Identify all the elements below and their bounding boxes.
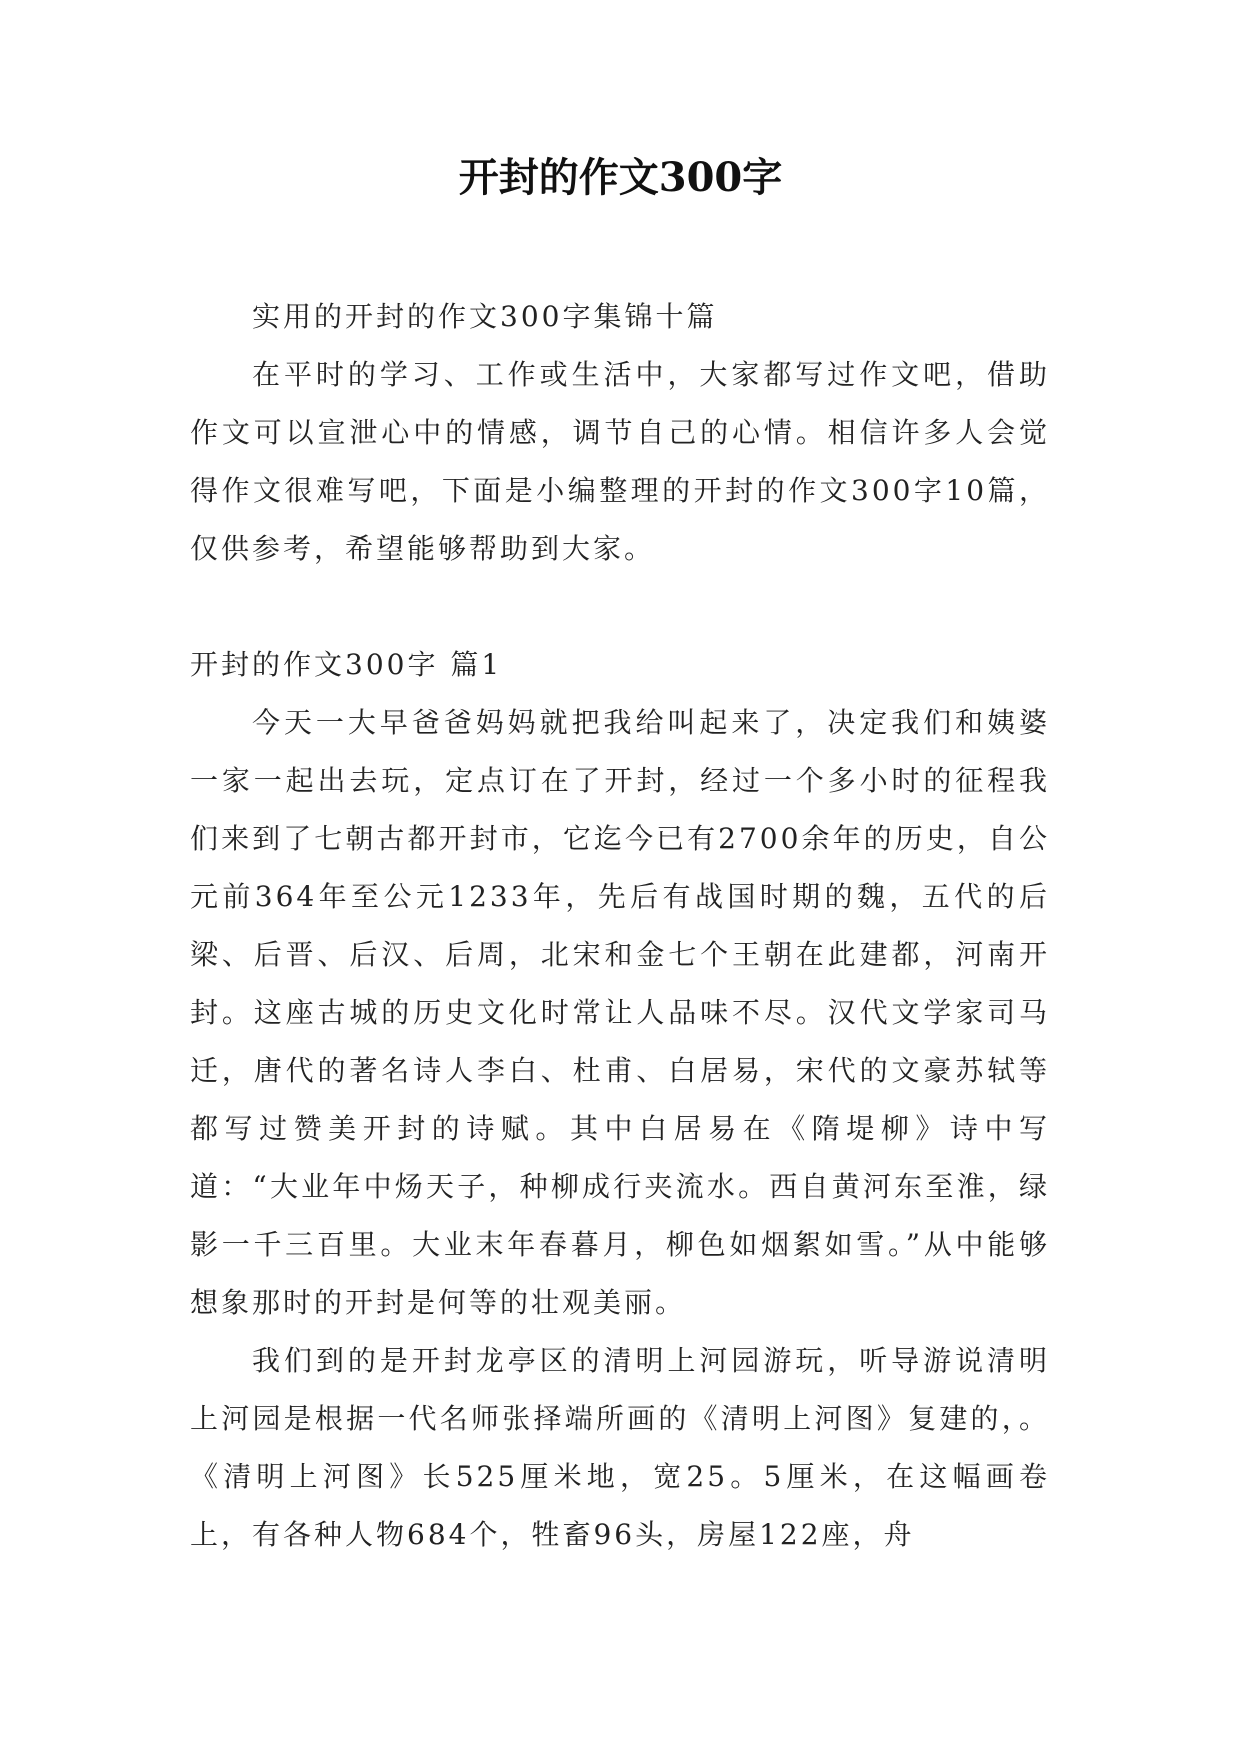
body-paragraph: 今天一大早爸爸妈妈就把我给叫起来了，决定我们和姨婆一家一起出去玩，定点订在了开封，经过一个多小时的征程我们来到了七朝古都开封市，它迄今已有2700余年的历史，自公元前364年至公元1233年，先后有战国时期的魏，五代的后梁、后晋、后汉、后周，北宋和金七个王朝在此建都，河南开封。这座古城的历史文化时常让人品味不尽。汉代文学家司马迁，唐代的著名诗人李白、杜甫、白居易，宋代的文豪苏轼等都写过赞美开封的诗赋。其中白居易在《隋堤柳》诗中写道：“大业年中炀天子，种柳成行夹流水。西自黄河东至淮，绿影一千三百里。大业末年春暮月，柳色如烟絮如雪。”从中能够想象那时的开封是何等的壮观美丽。 [190,706,1050,1319]
document-subtitle: 实用的开封的作文300字集锦十篇 [252,300,718,333]
section-heading: 开封的作文300字 篇1 [190,648,503,681]
body-paragraph: 我们到的是开封龙亭区的清明上河园游玩，听导游说清明上河园是根据一代名师张择端所画的《清明上河图》复建的，。《清明上河图》长525厘米地，宽25。5厘米，在这幅画卷上，有各种人物684个，牲畜96头，房屋122座，舟 [190,1344,1050,1551]
intro-paragraph: 在平时的学习、工作或生活中，大家都写过作文吧，借助作文可以宣泄心中的情感，调节自己的心情。相信许多人会觉得作文很难写吧，下面是小编整理的开封的作文300字10篇，仅供参考，希望能够帮助到大家。 [190,358,1050,565]
document-title: 开封的作文300字 [458,154,783,201]
document-body [190,288,1050,1564]
